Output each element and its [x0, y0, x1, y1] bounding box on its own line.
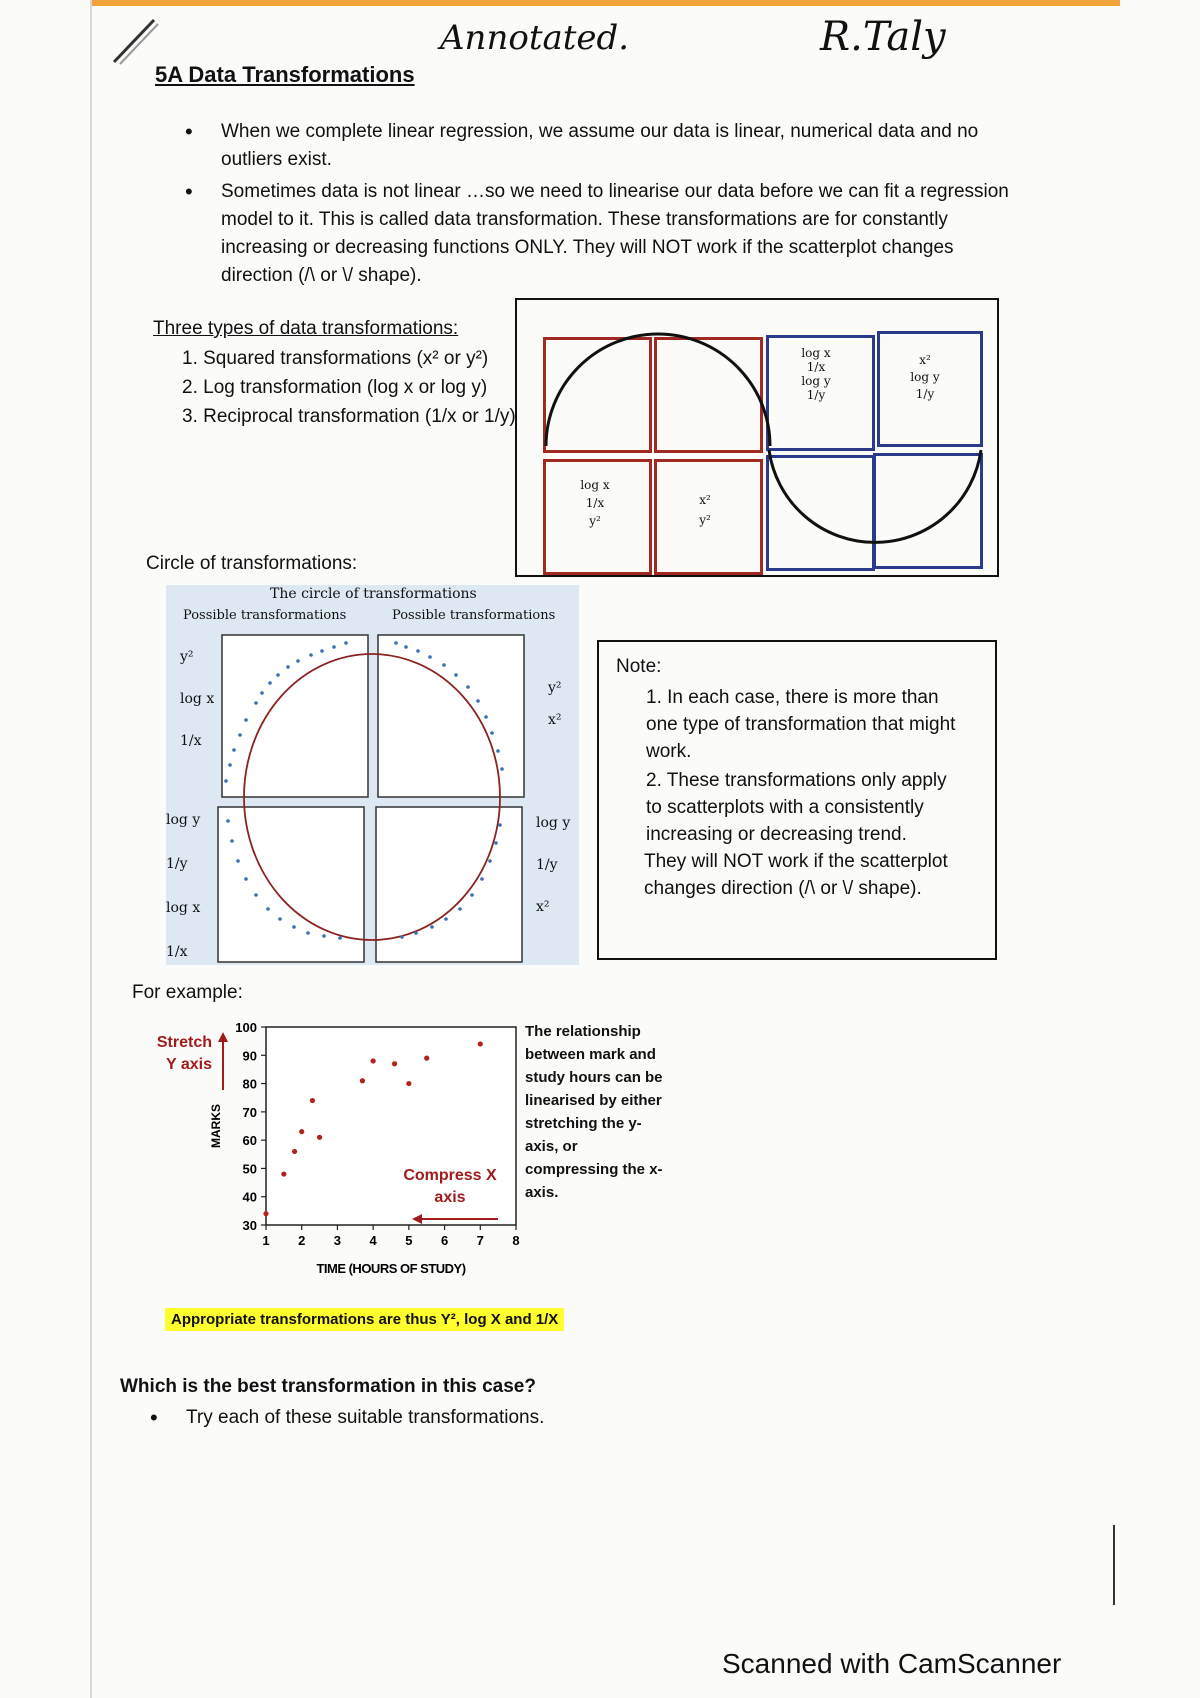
data-point: [299, 1129, 304, 1134]
x-tick-label: 8: [512, 1233, 520, 1248]
quad-label: 1/x: [806, 360, 826, 374]
quad-label: x²: [699, 493, 711, 507]
question-list: [150, 1404, 544, 1436]
quad-labels-bl1: [560, 476, 630, 530]
data-point: [360, 1078, 365, 1083]
quad-label: 1/y: [915, 387, 935, 401]
y-axis-label: MARKS: [209, 1104, 223, 1148]
margin-mark: [1113, 1525, 1115, 1605]
data-point: [424, 1056, 429, 1061]
example-description: The relationship between mark and study hours can be linearised by either stretching the y-axis, or compressing the x-axis.: [525, 1023, 663, 1201]
intro-list: [185, 118, 1015, 294]
data-point: [292, 1149, 297, 1154]
author-signature: R.Taly: [820, 14, 946, 60]
circle-right-header: Possible transformations: [392, 608, 556, 623]
x-tick-label: 4: [369, 1233, 377, 1248]
example-scatter-chart: [200, 1015, 530, 1305]
transform-label: log x: [180, 691, 215, 707]
x-axis-label: TIME (HOURS OF STUDY): [316, 1261, 466, 1276]
quad-label: y²: [699, 513, 711, 527]
data-point: [406, 1081, 411, 1086]
quad-label: 1/x: [585, 496, 605, 510]
transform-label: 1/y: [536, 857, 558, 873]
y-tick-label: 100: [235, 1020, 257, 1035]
transform-label: x²: [548, 712, 562, 728]
type-item: 2. Log transformation (log x or log y): [182, 377, 488, 398]
compress-label: Compress X axis: [403, 1167, 497, 1206]
annotated-label: Annotated.: [440, 18, 630, 58]
y-tick-label: 30: [242, 1218, 257, 1233]
transform-label: log y: [166, 812, 201, 828]
note-title: Note:: [616, 656, 662, 677]
y-tick-label: 60: [242, 1133, 257, 1149]
data-point: [478, 1041, 483, 1046]
y-tick-label: 90: [242, 1048, 257, 1064]
question-heading: Which is the best transformation in this case?: [120, 1376, 536, 1397]
data-point: [281, 1171, 286, 1176]
pencil-icon: [110, 14, 162, 66]
note-list: [646, 684, 966, 848]
circle-left-top-labels: [180, 636, 214, 762]
y-tick-label: 80: [242, 1076, 257, 1092]
intro-bullet: • Sometimes data is not linear …so we need to linearise our data before we can fit a regression model to it. This is called data transformation. These transformations are for constantly increasing or decreasing functions ONLY. They will NOT work if the scatterplot changes direction (/\ or \/ shape).: [185, 178, 1015, 290]
x-tick-label: 2: [298, 1233, 306, 1248]
stretch-label: Stretch Y axis: [156, 1034, 212, 1073]
type-item: 1. Squared transformations (x² or y²): [182, 348, 489, 369]
circle-right-top-labels: [548, 672, 562, 736]
quad-labels-bl2: [670, 490, 740, 530]
circle-right-bottom-labels: [536, 802, 570, 928]
quad-label: y²: [589, 514, 601, 528]
page-edge-line: [90, 0, 92, 1698]
y-tick-label: 70: [242, 1104, 257, 1120]
quad-label: x²: [919, 353, 931, 367]
x-tick-label: 7: [476, 1233, 484, 1248]
types-list: [182, 344, 516, 431]
note-item: 2. These transformations only apply to scatterplots with a consistently increasing or decreasing trend.: [646, 770, 947, 845]
data-point: [263, 1211, 268, 1216]
page-title: 5A Data Transformations: [155, 62, 415, 87]
transform-label: 1/y: [166, 856, 188, 872]
circle-plot: [166, 585, 579, 965]
transform-label: 1/x: [180, 733, 202, 749]
scanner-watermark: Scanned with CamScanner: [722, 1648, 1062, 1679]
quad-label: 1/y: [806, 388, 826, 402]
transform-label: log x: [166, 900, 201, 916]
x-tick-label: 1: [262, 1233, 270, 1248]
compress-arrow-icon: [410, 1212, 500, 1226]
quad-label: log y: [910, 370, 940, 384]
x-tick-label: 5: [405, 1233, 413, 1248]
type-item: 3. Reciprocal transformation (1/x or 1/y): [182, 406, 516, 427]
circle-figure-title: The circle of transformations: [270, 586, 477, 602]
circle-left-header: Possible transformations: [183, 608, 347, 623]
data-point: [310, 1098, 315, 1103]
y-tick-label: 50: [242, 1161, 257, 1177]
circle-left-bottom-labels: [166, 798, 200, 974]
top-color-strip: [90, 0, 1120, 6]
note-box: [597, 640, 997, 960]
quad-label: log x: [801, 346, 831, 360]
question-bullet: • Try each of these suitable transformations.: [150, 1404, 544, 1432]
transform-label: x²: [536, 899, 550, 915]
data-point: [392, 1061, 397, 1066]
x-tick-label: 6: [440, 1233, 449, 1248]
transform-label: 1/x: [166, 944, 188, 960]
types-heading: Three types of data transformations:: [153, 318, 459, 339]
conclusion-highlight: Appropriate transformations are thus Y², log X and 1/X: [165, 1308, 564, 1331]
data-point: [317, 1135, 322, 1140]
example-heading: For example:: [132, 982, 243, 1003]
transform-label: log y: [536, 815, 571, 831]
note-footer: They will NOT work if the scatterplot changes direction (/\ or \/ shape).: [644, 851, 948, 899]
quadrant-curves: [515, 298, 995, 573]
transform-label: y²: [180, 649, 194, 665]
circle-heading: Circle of transformations:: [146, 553, 358, 574]
intro-bullet: • When we complete linear regression, we assume our data is linear, numerical data and no outliers exist.: [185, 118, 1015, 174]
x-tick-label: 3: [333, 1233, 342, 1248]
transform-label: y²: [548, 680, 562, 696]
data-point: [371, 1058, 376, 1063]
y-tick-label: 40: [242, 1189, 257, 1205]
note-item: 1. In each case, there is more than one type of transformation that might work.: [646, 687, 956, 762]
quad-label: log x: [580, 478, 610, 492]
quad-labels-tr1: [781, 346, 851, 402]
quad-labels-tr2: [890, 352, 960, 403]
quad-label: log y: [801, 374, 831, 388]
